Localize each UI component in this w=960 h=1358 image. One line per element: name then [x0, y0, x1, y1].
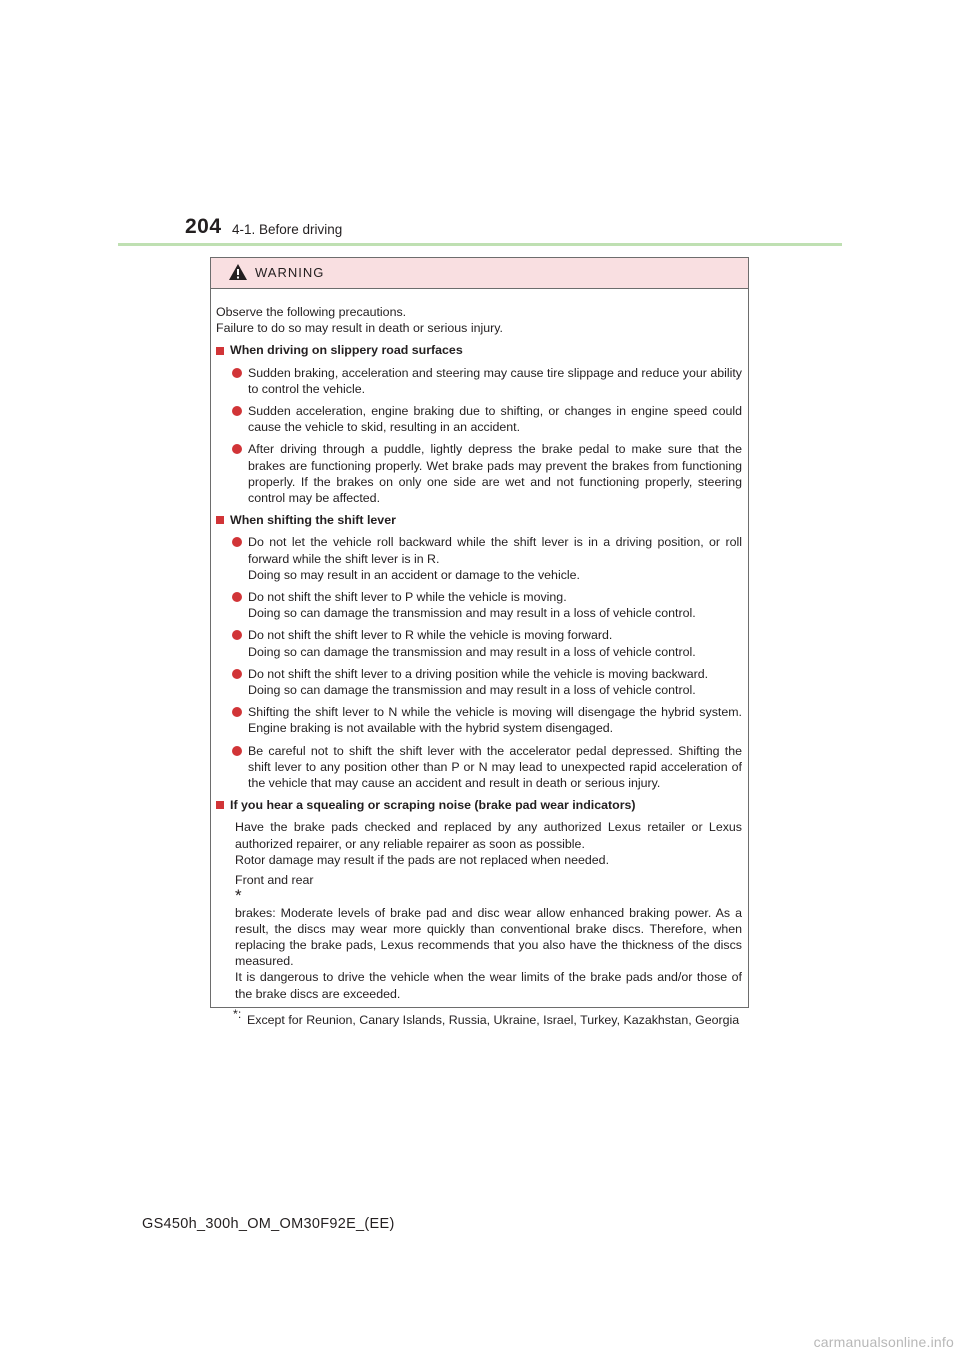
list-item	[232, 743, 742, 792]
section-heading-text: When driving on slippery road surfaces	[230, 343, 463, 358]
circle-bullet-icon	[232, 444, 242, 454]
bullet-text: Sudden braking, acceleration and steering may cause tire slippage and reduce your ability to control the vehicle.	[248, 365, 742, 396]
list-item	[232, 589, 742, 621]
warning-title: WARNING	[255, 265, 325, 280]
paragraph-text	[235, 872, 742, 969]
section-heading-brake-pad-noise	[216, 797, 742, 813]
circle-bullet-icon	[232, 669, 242, 679]
bullet-subtext: Doing so can damage the transmission and may result in a loss of vehicle control.	[248, 644, 696, 659]
list-item	[232, 441, 742, 506]
paragraph-text: It is dangerous to drive the vehicle when the wear limits of the brake pads and/or those of the brake discs are exceeded.	[235, 970, 742, 1001]
warning-box	[210, 257, 749, 1027]
warning-triangle-icon	[228, 263, 248, 281]
circle-bullet-icon	[232, 630, 242, 640]
bullet-text: Shifting the shift lever to N while the vehicle is moving will disengage the hybrid system. Engine braking is not available with the hybrid system disengaged.	[248, 705, 742, 736]
list-item	[232, 403, 742, 435]
footnote-text: Except for Reunion, Canary Islands, Russia, Ukraine, Israel, Turkey, Kazakhstan, Georgia	[247, 1012, 740, 1027]
bullet-text: Do not let the vehicle roll backward while the shift lever is in a driving position, or roll forward while the shift lever is in R.	[248, 535, 742, 566]
list-item	[232, 704, 742, 736]
paragraph-prefix: Front and rear	[235, 873, 314, 888]
circle-bullet-icon	[232, 746, 242, 756]
footnote-mark: *:	[233, 1006, 242, 1021]
circle-bullet-icon	[232, 368, 242, 378]
square-bullet-icon	[216, 516, 224, 524]
intro-line: Failure to do so may result in death or serious injury.	[216, 321, 503, 336]
bullet-text: Sudden acceleration, engine braking due to shifting, or changes in engine speed could cause the vehicle to skid, resulting in an accident.	[248, 404, 742, 435]
bullet-subtext: Doing so may result in an accident or damage to the vehicle.	[248, 567, 580, 582]
header-rule	[118, 243, 842, 246]
watermark[interactable]: carmanualsonline.info	[813, 1334, 954, 1350]
circle-bullet-icon	[232, 707, 242, 717]
bullet-text: Do not shift the shift lever to R while the vehicle is moving forward.	[248, 628, 613, 643]
bullet-text: Do not shift the shift lever to P while the vehicle is moving.	[248, 590, 567, 605]
warning-header	[211, 258, 748, 289]
warning-intro	[216, 304, 742, 336]
section-title: 4-1. Before driving	[232, 222, 343, 237]
paragraph-text: Rotor damage may result if the pads are not replaced when needed.	[235, 852, 610, 867]
circle-bullet-icon	[232, 406, 242, 416]
section-heading-text: If you hear a squealing or scraping noise (brake pad wear indicators)	[230, 798, 636, 813]
section-heading-shift-lever	[216, 512, 742, 528]
brake-paragraph	[235, 819, 742, 868]
square-bullet-icon	[216, 347, 224, 355]
list-item	[232, 627, 742, 659]
bullet-text: Be careful not to shift the shift lever with the accelerator pedal depressed. Shifting the shift lever to any position other than P or N may lead to unexpected rapid acceleration of the vehicle that may cause an accident and result in death or serious injury.	[248, 743, 742, 791]
circle-bullet-icon	[232, 592, 242, 602]
warning-body	[211, 289, 748, 1030]
paragraph-text: Have the brake pads checked and replaced by any authorized Lexus retailer or Lexus authorized repairer, or any reliable repairer as soon as possible.	[235, 820, 742, 851]
footer-model-code: GS450h_300h_OM_OM30F92E_(EE)	[142, 1216, 395, 1232]
footnote-star: *	[235, 886, 242, 906]
list-item	[232, 666, 742, 698]
section-heading-slippery-roads	[216, 342, 742, 358]
bullet-subtext: Doing so can damage the transmission and may result in a loss of vehicle control.	[248, 606, 696, 621]
paragraph-rest: brakes: Moderate levels of brake pad and disc wear allow enhanced braking power. As a result, the discs may wear more quickly than conventional brake discs. Therefore, when replacing the brake pads, Lexus recommends that you also have the thickness of the discs measured.	[235, 905, 742, 969]
square-bullet-icon	[216, 801, 224, 809]
brake-wear-paragraph	[235, 872, 742, 1002]
bullet-text: After driving through a puddle, lightly depress the brake pedal to make sure that the brakes are functioning properly. Wet brake pads may prevent the brakes from functioning properly. If the brakes on only one side are wet and not functioning properly, steering control may be affected.	[248, 442, 742, 506]
bullet-text: Do not shift the shift lever to a driving position while the vehicle is moving backward.	[248, 666, 709, 681]
intro-line: Observe the following precautions.	[216, 305, 407, 319]
circle-bullet-icon	[232, 537, 242, 547]
list-item	[232, 534, 742, 583]
list-item	[232, 365, 742, 397]
bullet-subtext: Doing so can damage the transmission and may result in a loss of vehicle control.	[248, 683, 696, 698]
section-heading-text: When shifting the shift lever	[230, 513, 396, 528]
page-number: 204	[185, 215, 222, 238]
footnote	[233, 1006, 742, 1030]
